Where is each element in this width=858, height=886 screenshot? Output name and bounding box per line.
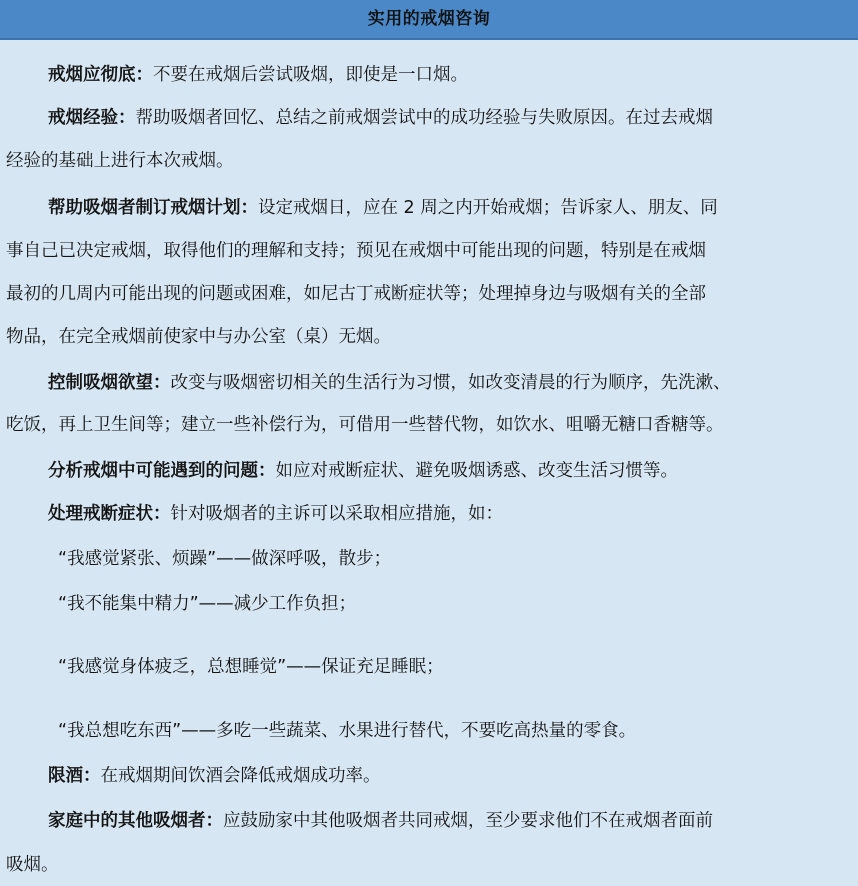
- section-heading: 分析戒烟中可能遇到的问题：: [48, 461, 276, 481]
- section-heading: 处理戒断症状：: [48, 504, 171, 524]
- page-title: 实用的戒烟咨询: [367, 9, 491, 29]
- text-line: [48, 459, 678, 483]
- section-text: 最初的几周内可能出现的问题或困难，如尼古丁戒断症状等；处理掉身边与吸烟有关的全部: [6, 284, 706, 304]
- section-text: 经验的基础上进行本次戒烟。: [6, 151, 234, 171]
- section-heading: 戒烟经验：: [48, 108, 136, 128]
- section-heading: 限酒：: [48, 766, 101, 786]
- title-bar: [0, 0, 858, 40]
- section-text: 事自己已决定戒烟，取得他们的理解和支持；预见在戒烟中可能出现的问题，特别是在戒烟: [6, 241, 706, 261]
- section-text: 针对吸烟者的主诉可以采取相应措施，如：: [170, 504, 503, 524]
- text-line: [6, 853, 59, 877]
- section-text: “我总想吃东西”——多吃一些蔬菜、水果进行替代，不要吃高热量的零食。: [58, 721, 637, 741]
- section-text: 设定戒烟日，应在 2 周之内开始戒烟；告诉家人、朋友、同: [258, 198, 718, 218]
- section-text: 改变与吸烟密切相关的生活行为习惯，如改变清晨的行为顺序，先洗漱、: [170, 373, 731, 393]
- quote-line: [58, 655, 444, 679]
- text-line: [48, 502, 503, 526]
- text-line: [6, 239, 706, 263]
- section-text: 吃饭，再上卫生间等；建立一些补偿行为，可借用一些替代物，如饮水、咀嚼无糖口香糖等。: [6, 415, 724, 435]
- text-line: [48, 371, 731, 395]
- section-heading: 帮助吸烟者制订戒烟计划：: [48, 198, 258, 218]
- text-line: [48, 63, 468, 87]
- section-heading: 戒烟应彻底：: [48, 65, 153, 85]
- quote-line: [58, 547, 391, 571]
- text-line: [6, 282, 706, 306]
- quote-line: [58, 719, 636, 743]
- section-text: 物品，在完全戒烟前使家中与办公室（桌）无烟。: [6, 327, 391, 347]
- section-text: 帮助吸烟者回忆、总结之前戒烟尝试中的成功经验与失败原因。在过去戒烟: [135, 108, 713, 128]
- text-line: [6, 149, 234, 173]
- text-line: [6, 325, 391, 349]
- quote-line: [58, 592, 356, 616]
- section-text: 应鼓励家中其他吸烟者共同戒烟，至少要求他们不在戒烟者面前: [223, 811, 713, 831]
- text-line: [48, 764, 381, 788]
- section-text: 吸烟。: [6, 855, 59, 875]
- text-line: [48, 196, 718, 220]
- text-line: [6, 413, 724, 437]
- section-text: 如应对戒断症状、避免吸烟诱惑、改变生活习惯等。: [275, 461, 678, 481]
- text-line: [48, 106, 713, 130]
- section-text: 不要在戒烟后尝试吸烟，即使是一口烟。: [153, 65, 468, 85]
- section-heading: 控制吸烟欲望：: [48, 373, 171, 393]
- section-text: “我感觉紧张、烦躁”——做深呼吸，散步；: [58, 549, 392, 569]
- text-line: [48, 809, 713, 833]
- section-text: “我感觉身体疲乏，总想睡觉”——保证充足睡眠；: [58, 657, 444, 677]
- section-text: 在戒烟期间饮酒会降低戒烟成功率。: [100, 766, 381, 786]
- section-text: “我不能集中精力”——减少工作负担；: [58, 594, 357, 614]
- section-heading: 家庭中的其他吸烟者：: [48, 811, 223, 831]
